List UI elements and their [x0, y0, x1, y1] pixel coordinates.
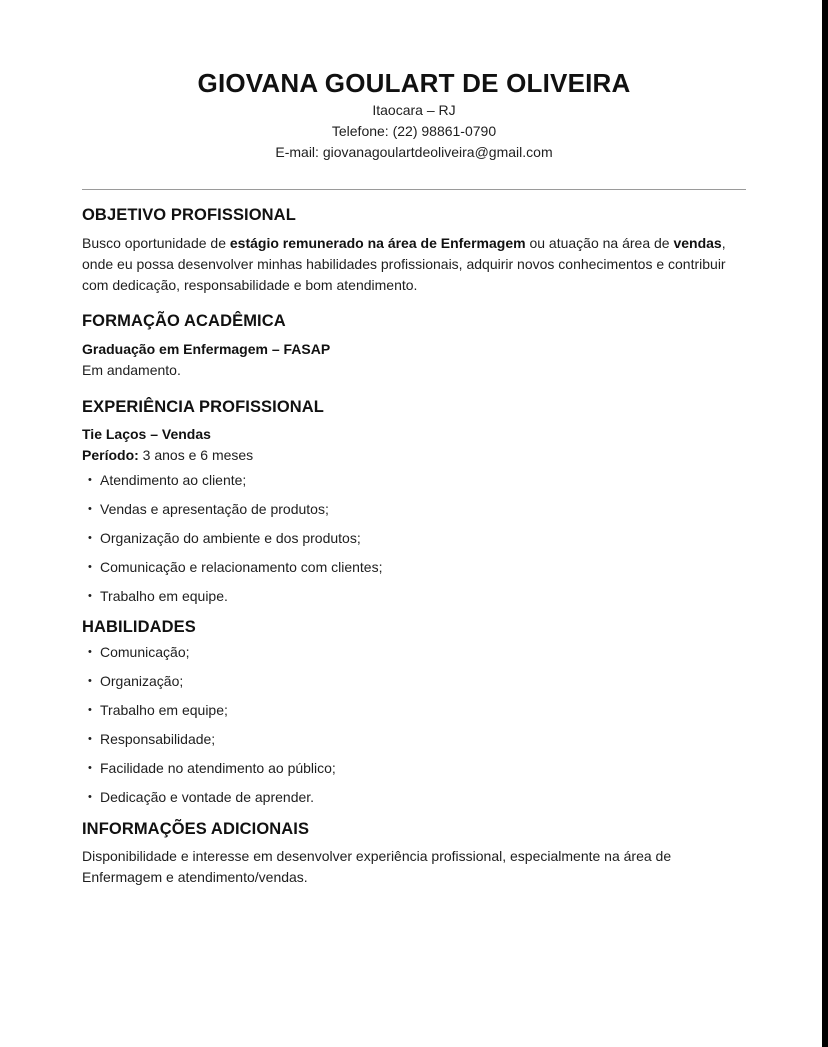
contact-city: Itaocara – RJ — [372, 102, 456, 118]
experiencia-period — [82, 445, 750, 466]
experiencia-company: Tie Laços – Vendas — [82, 426, 211, 442]
objetivo-text — [82, 233, 750, 296]
list-item: • Trabalho em equipe; — [82, 696, 750, 725]
section-title-informacoes: INFORMAÇÕES ADICIONAIS — [82, 820, 310, 838]
list-item: • Vendas e apresentação de produtos; — [82, 495, 750, 524]
objetivo-text-part-1: Busco oportunidade de — [82, 235, 230, 251]
experiencia-period-value: 3 anos e 6 meses — [138, 447, 254, 463]
list-item: • Dedicação e vontade de aprender. — [82, 783, 750, 812]
resume-body — [82, 204, 750, 888]
objetivo-text-part-2: ou atuação na área de — [525, 235, 674, 251]
section-title-formacao: FORMAÇÃO ACADÊMICA — [82, 312, 286, 330]
list-item: • Trabalho em equipe. — [82, 582, 750, 611]
list-item: • Organização; — [82, 667, 750, 696]
habilidades-list — [82, 638, 750, 812]
objetivo-text-part-3: , onde eu possa desenvolver minhas habilidades profissionais, adquirir novos conhecimentos e contribuir com dedicação, responsabilidade e bom atendimento. — [82, 235, 726, 293]
experiencia-period-label: Período: — [82, 447, 139, 463]
list-item: • Comunicação; — [82, 638, 750, 667]
contact-email: E-mail: giovanagoulartdeoliveira@gmail.com — [275, 144, 553, 160]
objetivo-bold-vendas: vendas — [673, 235, 722, 251]
header-divider — [82, 189, 746, 190]
list-item: • Atendimento ao cliente; — [82, 466, 750, 495]
candidate-name: GIOVANA GOULART DE OLIVEIRA — [197, 68, 631, 98]
section-title-habilidades: HABILIDADES — [82, 618, 196, 636]
list-item: • Responsabilidade; — [82, 725, 750, 754]
resume-header — [82, 66, 746, 163]
section-title-experiencia: EXPERIÊNCIA PROFISSIONAL — [82, 398, 324, 416]
objetivo-bold-estagio: estágio remunerado na área de Enfermagem — [229, 235, 526, 251]
list-item: • Organização do ambiente e dos produtos; — [82, 524, 750, 553]
contact-phone: Telefone: (22) 98861-0790 — [331, 123, 497, 139]
list-item: • Facilidade no atendimento ao público; — [82, 754, 750, 783]
formacao-status: Em andamento. — [82, 362, 181, 378]
experiencia-list — [82, 466, 750, 611]
list-item: • Comunicação e relacionamento com clientes; — [82, 553, 750, 582]
section-title-objetivo: OBJETIVO PROFISSIONAL — [82, 206, 296, 224]
formacao-course: Graduação em Enfermagem – FASAP — [82, 341, 331, 357]
informacoes-text: Disponibilidade e interesse em desenvolver experiência profissional, especialmente na área de Enfermagem e atendimento/vendas. — [82, 848, 672, 885]
